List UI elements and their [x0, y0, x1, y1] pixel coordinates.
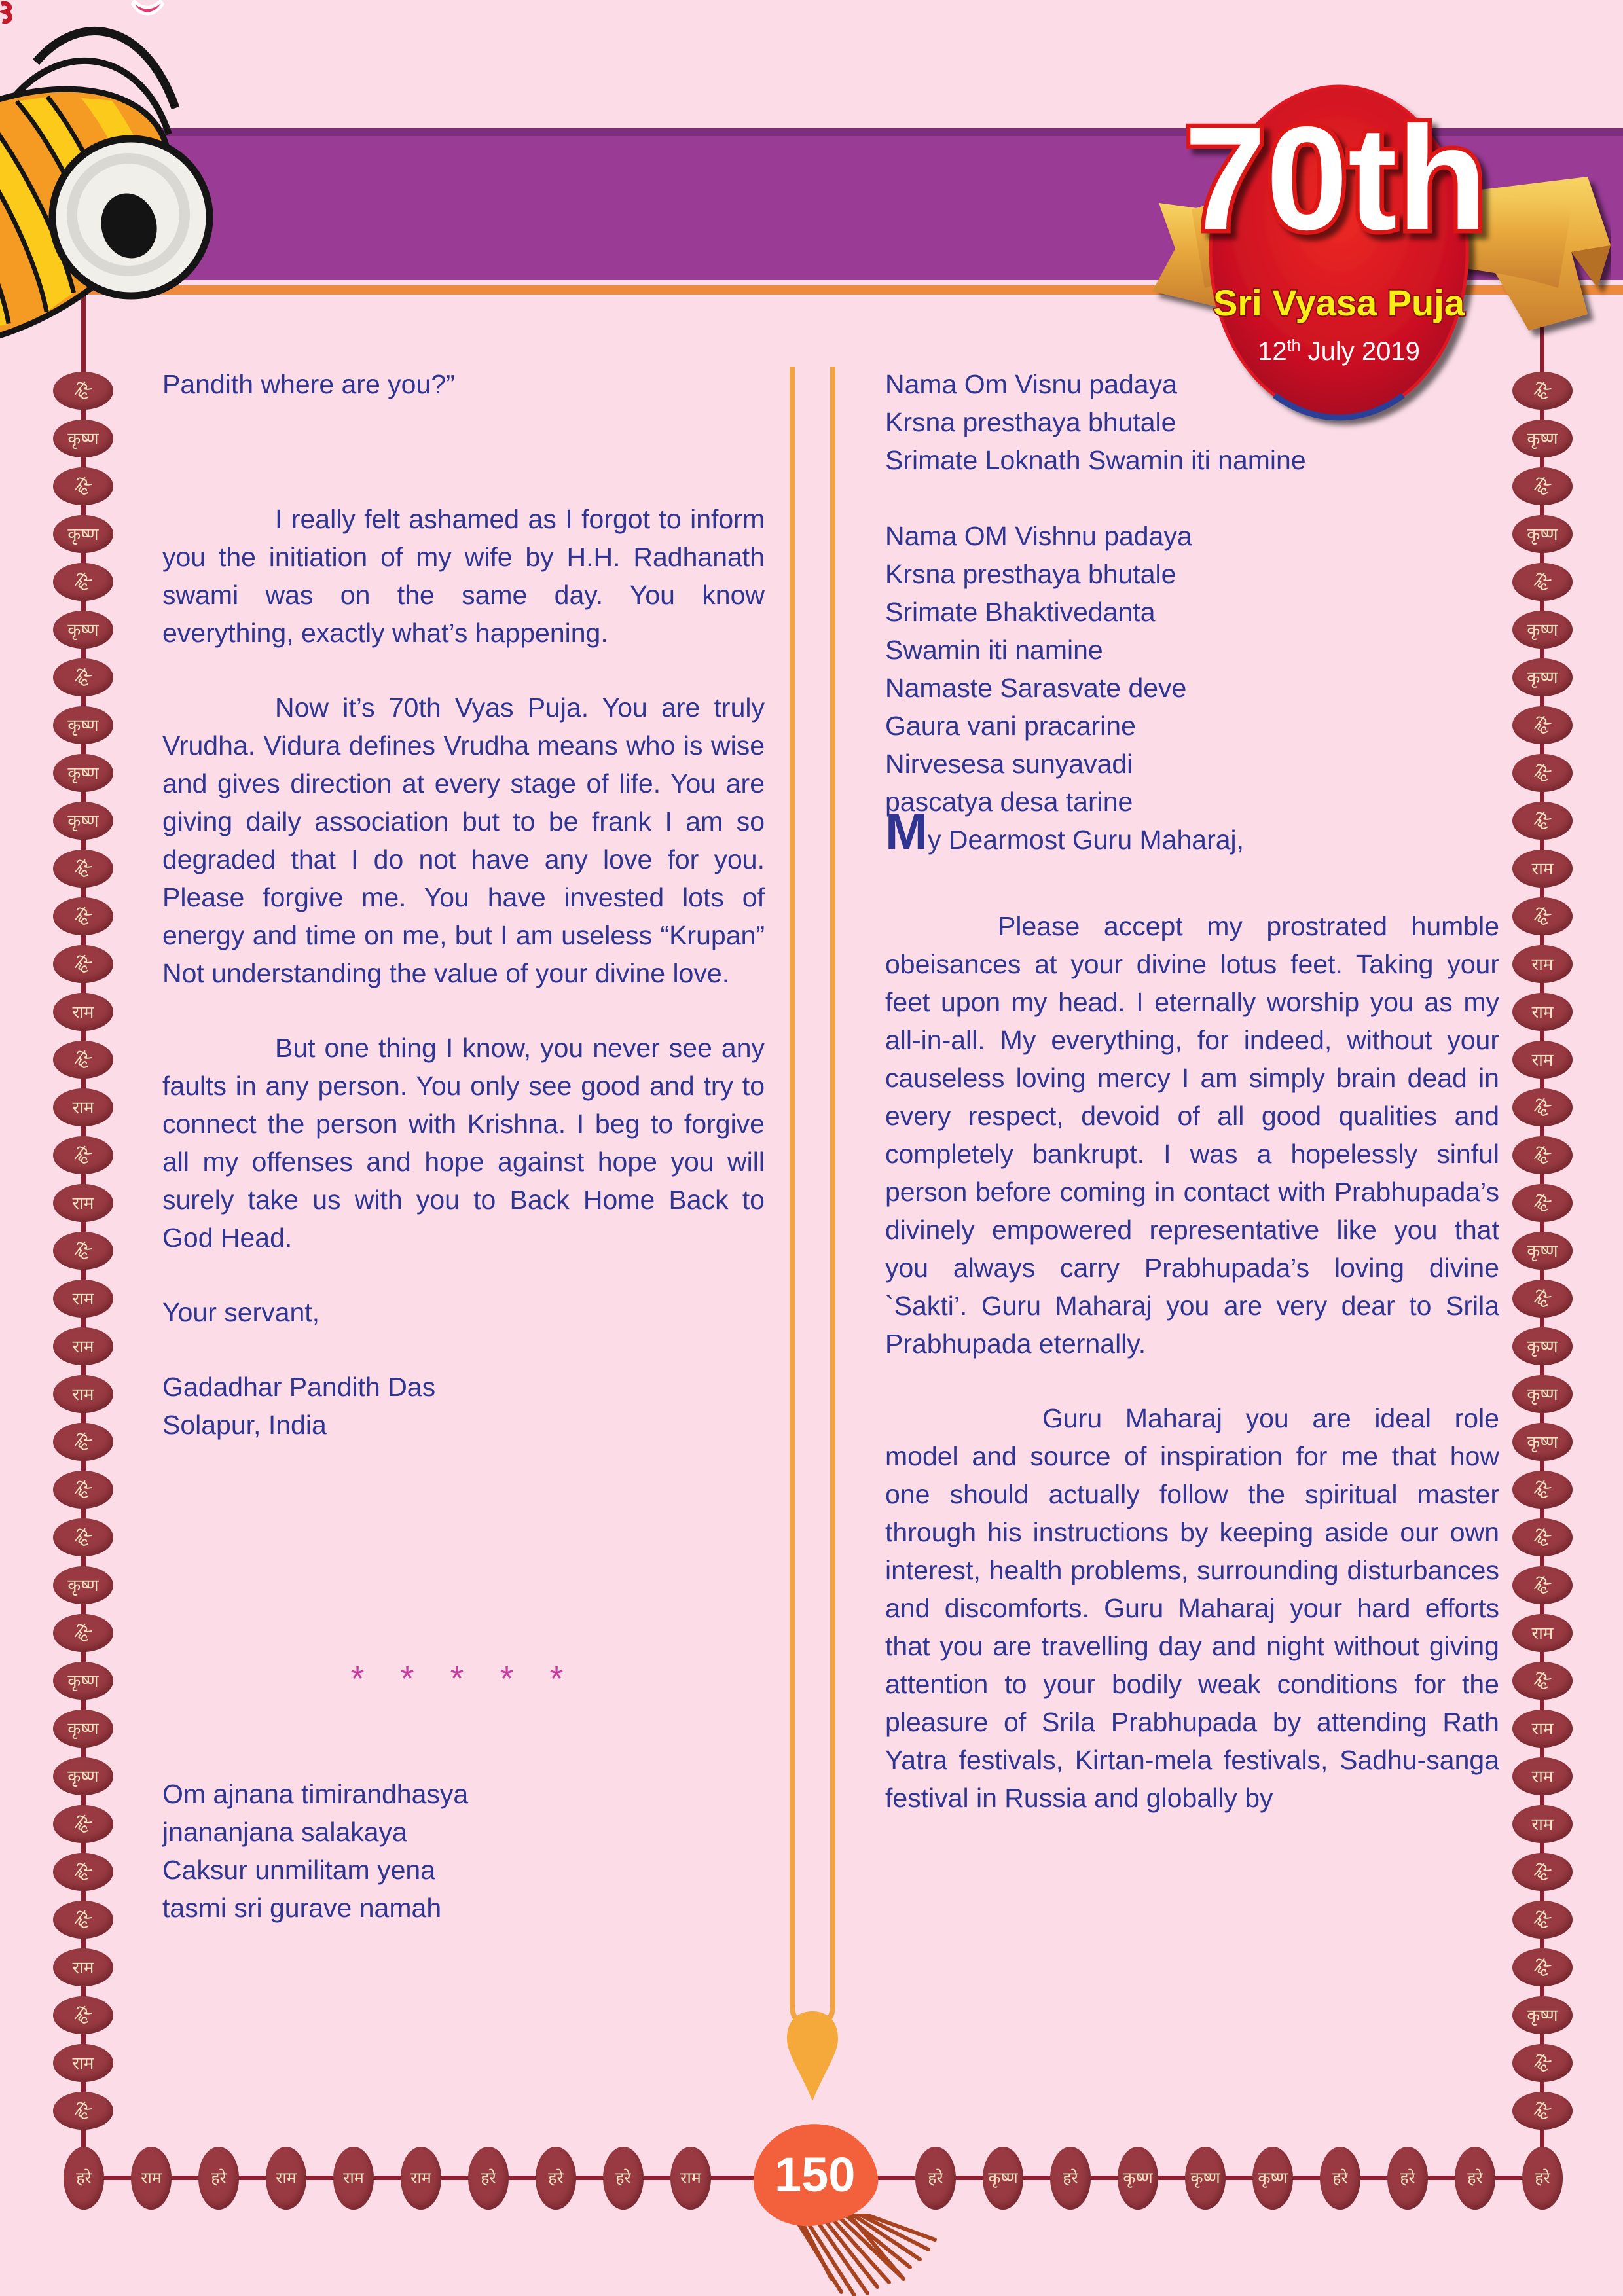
mantra-bead-label: कृष्ण — [1527, 429, 1558, 448]
mantra-bead — [53, 1375, 113, 1413]
letter-paragraph: I really felt ashamed as I forgot to inform you the initiation of my wife by H.H. Radhanath swami was on the same day. You know everything, exactly what’s happening. — [162, 504, 765, 648]
mantra-bead-label: राम — [343, 2168, 364, 2187]
salutation-dropcap: M — [885, 802, 928, 860]
mantra-bead-label: हरे — [70, 1907, 96, 1932]
mantra-bead — [53, 563, 113, 601]
mantra-bead — [1387, 2147, 1428, 2210]
mantra-bead-label: हरे — [548, 2168, 564, 2187]
mantra-bead-label: कृष्ण — [1527, 524, 1558, 544]
verse-line: Nirvesesa sunyavadi — [885, 749, 1133, 779]
mantra-bead — [53, 1423, 113, 1461]
right-text-column — [885, 365, 1499, 1817]
mantra-bead — [53, 897, 113, 935]
mantra-bead-label: हरे — [928, 2168, 943, 2187]
mantra-bead-label: कृष्ण — [67, 1575, 99, 1595]
signature-name: Gadadhar Pandith Das — [162, 1372, 436, 1402]
mantra-bead-label: हरे — [1400, 2168, 1415, 2187]
mantra-bead-label: हरे — [70, 952, 96, 977]
mantra-bead — [53, 1232, 113, 1270]
mantra-bead-label: कृष्ण — [67, 1671, 99, 1691]
mantra-bead — [53, 2044, 113, 2082]
mantra-bead-label: राम — [1531, 1002, 1554, 1022]
mantra-bead-label: हरे — [1529, 1859, 1556, 1884]
mantra-bead-label: हरे — [1529, 1955, 1556, 1980]
mantra-bead-label: राम — [1531, 1719, 1554, 1738]
mantra-bead — [1512, 1853, 1573, 1891]
verse-line: Krsna presthaya bhutale — [885, 559, 1176, 589]
mantra-bead — [53, 1136, 113, 1174]
mantra-line: Caksur unmilitam yena — [162, 1855, 435, 1885]
letter-closing: Your servant, — [162, 1297, 320, 1327]
mantra-bead-label: कृष्ण — [1258, 2168, 1288, 2187]
mantra-bead-label: कृष्ण — [1527, 1241, 1558, 1261]
mantra-bead — [53, 1566, 113, 1604]
mantra-bead — [53, 1948, 113, 1986]
mantra-bead — [1512, 993, 1573, 1031]
mantra-bead-label: हरे — [1332, 2168, 1348, 2187]
mantra-bead — [1512, 1471, 1573, 1509]
mantra-bead-label: राम — [72, 1289, 94, 1308]
mantra-bead — [1522, 2147, 1563, 2210]
mantra-bead-label: हरे — [70, 1238, 96, 1263]
mantra-bead-label: कृष्ण — [1527, 1432, 1558, 1452]
mantra-bead — [53, 658, 113, 696]
mantra-bead-label: हरे — [70, 474, 96, 499]
mantra-bead — [1512, 658, 1573, 696]
mantra-bead — [53, 372, 113, 410]
mantra-bead — [131, 2147, 172, 2210]
mantra-bead-label: कृष्ण — [988, 2168, 1018, 2187]
verse-line: Swamin iti namine — [885, 635, 1103, 665]
mantra-bead-label: हरे — [70, 2003, 96, 2028]
letter-paragraph: Now it’s 70th Vyas Puja. You are truly Vrudha. Vidura defines Vrudha means who is wise and gives direction at every stage of life. You are giving daily association but to be frank I am so degraded that I do not have any love for you. Please forgive me. You have invested lots of energy and time on me, but I am useless “Krupan” Not understanding the value of your divine love. — [162, 692, 765, 988]
letter-paragraph: Guru Maharaj you are ideal role model and source of inspiration for me that how one should actually follow the spiritual master through his instructions by keeping aside our own interest, health problems, surrounding disturbances and discomforts. Guru Maharaj your hard efforts that you are travelling day and night without giving attention to your bodily weak conditions for the pleasure of Srila Prabhupada by attending Rath Yatra festivals, Kirtan-mela festivals, Sadhu-sanga festival in Russia and globally by — [885, 1403, 1499, 1813]
mantra-bead-label: हरे — [70, 665, 96, 690]
badge-date-text: 12th July 2019 — [1258, 336, 1420, 366]
mantra-bead — [53, 1471, 113, 1509]
mantra-bead — [53, 1662, 113, 1700]
letter-paragraph: Please accept my prostrated humble obeisances at your divine lotus feet. Taking your feet upon my head. I eternally worship you as my all-in-all. My everything, for indeed, without your causeless loving mercy I am simply brain dead in every respect, devoid of all good qualities and completely bankrupt. I was a hopelessly sinful person before coming in contact with Prabhupada’s divinely empowered representative like you that you always carry Prabhupada’s loving divine `Sakti’. Guru Maharaj you are very dear to Srila Prabhupada eternally. — [885, 911, 1499, 1359]
mantra-bead-label: हरे — [70, 1047, 96, 1072]
letter-salutation: My Dearmost Guru Maharaj, — [885, 802, 1245, 860]
mantra-bead-label: राम — [1531, 1814, 1554, 1834]
mantra-bead-label: राम — [1531, 1623, 1554, 1643]
mantra-bead — [1512, 850, 1573, 888]
mantra-bead — [670, 2147, 711, 2210]
mantra-bead — [53, 1710, 113, 1748]
mantra-bead — [1512, 1566, 1573, 1604]
mantra-bead — [1512, 802, 1573, 840]
mantra-bead-label: कृष्ण — [1527, 668, 1558, 687]
mantra-bead-label: हरे — [70, 1859, 96, 1884]
mantra-bead — [53, 1518, 113, 1556]
mantra-bead — [53, 1805, 113, 1843]
mantra-bead — [1185, 2147, 1226, 2210]
mantra-bead — [53, 2092, 113, 2130]
mantra-bead — [1512, 563, 1573, 601]
mantra-bead-label: हरे — [70, 904, 96, 929]
mantra-bead — [1512, 1136, 1573, 1174]
mantra-bead-label: कृष्ण — [1527, 2005, 1558, 2025]
mantra-bead — [1512, 1805, 1573, 1843]
mantra-bead — [1512, 1996, 1573, 2034]
signature-place: Solapur, India — [162, 1410, 327, 1440]
mantra-bead — [1320, 2147, 1360, 2210]
mantra-bead-label: हरे — [70, 1525, 96, 1550]
mantra-bead — [1252, 2147, 1293, 2210]
mantra-bead-label: कृष्ण — [1190, 2168, 1220, 2187]
mantra-bead — [1512, 1757, 1573, 1795]
mantra-bead — [53, 802, 113, 840]
mantra-bead-label: हरे — [70, 1143, 96, 1168]
mantra-bead-label: राम — [1531, 1767, 1554, 1786]
mantra-bead-label: राम — [72, 1384, 94, 1404]
mantra-bead — [401, 2147, 441, 2210]
badge-70th-text: 70th — [1184, 96, 1487, 260]
section-separator-stars: * * * * * — [350, 1659, 577, 1698]
mantra-bead-label: हरे — [1063, 2168, 1078, 2187]
mantra-bead-label: हरे — [70, 1812, 96, 1837]
mantra-line: jnananjana salakaya — [162, 1817, 407, 1847]
mantra-bead-label: कृष्ण — [67, 1719, 99, 1738]
verse-line: Nama OM Vishnu padaya — [885, 521, 1192, 551]
verse-line: Gaura vani pracarine — [885, 711, 1136, 741]
mantra-line: Om ajnana timirandhasya — [162, 1779, 469, 1809]
mantra-bead — [1512, 1184, 1573, 1222]
mantra-bead-label: हरे — [1535, 2168, 1550, 2187]
mantra-bead-label: कृष्ण — [1123, 2168, 1153, 2187]
mantra-bead — [266, 2147, 306, 2210]
mantra-bead — [53, 1088, 113, 1126]
mantra-bead — [1512, 754, 1573, 792]
page-number: 150 — [775, 2147, 856, 2202]
mantra-bead-label: हरे — [70, 1621, 96, 1645]
mantra-bead-label: राम — [72, 1193, 94, 1213]
mantra-bead-label: राम — [72, 2053, 94, 2073]
mantra-bead-label: कृष्ण — [67, 763, 99, 783]
mantra-bead-label: हरे — [1529, 904, 1556, 929]
mantra-bead — [468, 2147, 509, 2210]
mantra-bead — [53, 611, 113, 649]
mantra-bead — [1512, 1423, 1573, 1461]
mantra-bead — [333, 2147, 374, 2210]
mantra-bead — [53, 420, 113, 457]
mantra-bead — [53, 850, 113, 888]
guru-pranam-mantra — [162, 1775, 765, 1927]
mantra-bead-label: कृष्ण — [67, 1767, 99, 1786]
mantra-bead-label: राम — [72, 1098, 94, 1117]
verse-line: Srimate Loknath Swamin iti namine — [885, 445, 1306, 475]
mantra-bead — [1455, 2147, 1495, 2210]
mantra-bead — [53, 467, 113, 505]
mantra-bead-label: हरे — [615, 2168, 631, 2187]
mantra-bead-label: हरे — [1529, 1573, 1556, 1598]
letter-paragraph: But one thing I know, you never see any faults in any person. You only see good and try to connect the person with Krishna. I beg to forgive all my offenses and hope against hope you will surely take us with you to Back Home Back to God Head. — [162, 1033, 765, 1253]
verse-line: pascatya desa tarine — [885, 787, 1133, 817]
right-bead-border — [1512, 372, 1573, 2130]
mantra-bead — [53, 1901, 113, 1939]
bottom-left-bead-border — [64, 2147, 711, 2210]
mantra-bead — [1512, 1614, 1573, 1652]
mantra-bead-label: हरे — [1529, 761, 1556, 785]
verse-line: Nama Om Visnu padaya — [885, 369, 1177, 399]
mantra-bead — [53, 945, 113, 983]
mantra-bead-label: हरे — [1467, 2168, 1483, 2187]
mantra-bead-label: हरे — [1529, 1143, 1556, 1168]
mantra-bead — [1512, 1041, 1573, 1079]
mantra-bead-label: राम — [72, 1002, 94, 1022]
mantra-bead-label: हरे — [1529, 378, 1556, 403]
mantra-bead — [1512, 1948, 1573, 1986]
mantra-bead — [1050, 2147, 1091, 2210]
lips-icon — [133, 1, 162, 14]
mantra-bead — [1512, 1662, 1573, 1700]
mantra-bead-label: कृष्ण — [67, 811, 99, 831]
mantra-bead-label: कृष्ण — [67, 429, 99, 448]
mantra-bead — [198, 2147, 239, 2210]
mantra-bead — [1512, 945, 1573, 983]
mantra-bead-label: हरे — [70, 856, 96, 881]
mantra-bead — [1512, 1232, 1573, 1270]
mantra-bead-label: कृष्ण — [67, 524, 99, 544]
mantra-bead-label: हरे — [70, 1429, 96, 1454]
mantra-bead-label: राम — [680, 2168, 701, 2187]
mantra-bead — [53, 1996, 113, 2034]
mantra-bead-label: राम — [1531, 1050, 1554, 1069]
mantra-bead — [915, 2147, 956, 2210]
mantra-bead — [53, 515, 113, 553]
mantra-bead — [53, 993, 113, 1031]
mantra-bead-label: कृष्ण — [67, 715, 99, 735]
mantra-bead — [983, 2147, 1023, 2210]
mantra-bead — [1512, 2044, 1573, 2082]
mantra-bead — [536, 2147, 576, 2210]
mantra-bead — [53, 1853, 113, 1891]
badge-title-text: Sri Vyasa Puja — [1213, 282, 1465, 323]
mantra-bead-label: राम — [141, 2168, 162, 2187]
mantra-bead — [53, 1757, 113, 1795]
mantra-bead — [1512, 515, 1573, 553]
column-divider — [774, 367, 852, 2134]
mantra-bead-label: राम — [72, 1958, 94, 1977]
mantra-bead-label: हरे — [1529, 713, 1556, 738]
mantra-bead-label: हरे — [70, 569, 96, 594]
mantra-bead — [53, 754, 113, 792]
letter-opening-line: Pandith where are you?” — [162, 369, 455, 399]
mantra-bead-label: राम — [72, 1336, 94, 1356]
mantra-bead — [603, 2147, 644, 2210]
mantra-bead-label: हरे — [1529, 1286, 1556, 1311]
left-text-column — [162, 365, 765, 1927]
mantra-bead — [1512, 1518, 1573, 1556]
mantra-bead-label: हरे — [1529, 1095, 1556, 1120]
bottom-right-bead-border — [915, 2147, 1563, 2210]
mantra-bead — [1512, 1280, 1573, 1318]
mantra-bead — [1512, 1710, 1573, 1748]
mantra-bead — [53, 1327, 113, 1365]
mantra-bead — [64, 2147, 104, 2210]
mantra-bead-label: हरे — [76, 2168, 92, 2187]
mantra-bead — [53, 1614, 113, 1652]
mantra-bead — [1512, 611, 1573, 649]
mantra-bead — [1512, 706, 1573, 744]
mantra-bead — [1512, 2092, 1573, 2130]
mantra-bead — [1512, 1375, 1573, 1413]
mantra-bead-label: हरे — [1529, 1907, 1556, 1932]
mantra-bead-label: हरे — [70, 2098, 96, 2123]
mantra-bead — [53, 1184, 113, 1222]
verse-line: Srimate Bhaktivedanta — [885, 597, 1156, 627]
mantra-bead-label: कृष्ण — [1527, 620, 1558, 639]
mantra-bead — [1512, 1901, 1573, 1939]
mantra-bead-label: हरे — [211, 2168, 227, 2187]
mantra-bead — [53, 706, 113, 744]
mantra-bead — [1512, 467, 1573, 505]
mantra-line: tasmi sri gurave namah — [162, 1893, 442, 1923]
mantra-bead-label: राम — [1531, 859, 1554, 878]
mantra-bead-label: हरे — [1529, 2051, 1556, 2075]
mantra-bead-label: हरे — [1529, 808, 1556, 833]
mantra-bead-label: कृष्ण — [1527, 1336, 1558, 1356]
mantra-bead — [1512, 1088, 1573, 1126]
mantra-bead-label: हरे — [1529, 474, 1556, 499]
mantra-bead — [1512, 897, 1573, 935]
mantra-bead-label: कृष्ण — [67, 620, 99, 639]
mantra-bead — [53, 1041, 113, 1079]
mantra-bead-label: हरे — [1529, 1191, 1556, 1215]
mantra-bead-label: राम — [410, 2168, 431, 2187]
left-bead-border — [53, 372, 113, 2130]
mantra-bead-label: हरे — [1529, 1525, 1556, 1550]
mantra-bead — [1512, 1327, 1573, 1365]
mantra-bead — [1118, 2147, 1158, 2210]
mantra-bead-label: हरे — [1529, 1477, 1556, 1502]
mantra-bead-label: हरे — [1529, 2098, 1556, 2123]
mantra-bead-label: हरे — [70, 1477, 96, 1502]
vyasa-puja-70th-badge — [1152, 72, 1611, 439]
mantra-bead-label: कृष्ण — [1527, 1384, 1558, 1404]
mantra-bead-label: हरे — [1529, 1668, 1556, 1693]
pranam-verse-2 — [885, 517, 1499, 821]
mantra-bead-label: हरे — [70, 378, 96, 403]
mantra-bead-label: हरे — [1529, 569, 1556, 594]
mantra-bead-label: राम — [276, 2168, 297, 2187]
verse-line: Krsna presthaya bhutale — [885, 407, 1176, 437]
verse-line: Namaste Sarasvate deve — [885, 673, 1187, 703]
mridanga-drum-icon — [0, 0, 236, 376]
mantra-bead-label: राम — [1531, 954, 1554, 974]
mantra-bead-label: हरे — [481, 2168, 496, 2187]
mantra-bead — [53, 1280, 113, 1318]
